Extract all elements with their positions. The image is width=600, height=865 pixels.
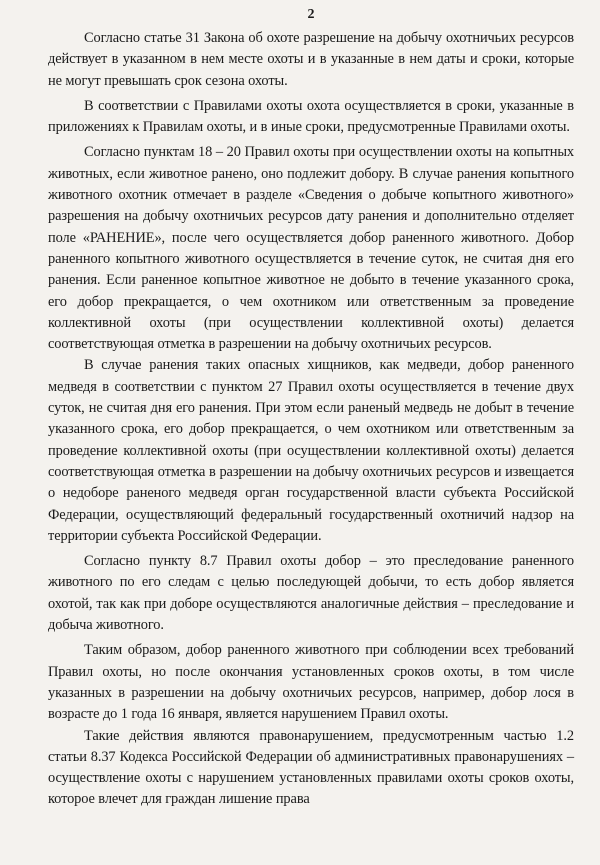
paragraph-offense: Такие действия являются правонарушением, предусмотренным частью 1.2 статьи 8.37 Кодекса Российской Федерации об административных правонарушениях – осуществление охоты с нарушением установленных правилами охоты сроков охоты, которое влечет для граждан лишение права <box>48 727 574 808</box>
paragraph-bear-tracking: В случае ранения таких опасных хищников, как медведи, добор раненного медведя в соответствии с пунктом 27 Правил охоты осуществляется в течение двух суток, не считая дня его ранения. При этом если раненый медведь не добыт в течение указанного срока, его добор прекращается, о чем охотником или ответственным за проведение коллективной охоты (при осуществлении коллективной охоты) делается соответствующая отметка в разрешении на добычу охотничьих ресурсов и извещается о недоборе раненого медведя орган государственной власти субъекта Российской Федерации, осуществляющий федеральный государственный охотничий надзор на территории субъекта Российской Федерации. <box>48 357 574 544</box>
paragraph-tracking-definition: Согласно пункту 8.7 Правил охоты добор – это преследование раненного животного по его следам с целью последующей добычи, то есть добор является охотой, так как при доборе осуществляются аналогичные действия – преследование и добыча животного. <box>48 553 574 634</box>
paragraph-ungulate-tracking: Согласно пунктам 18 – 20 Правил охоты при осуществлении охоты на копытных животных, если животное ранено, оно подлежит добору. В случае ранения копытного животного охотник отмечает в разделе «Сведения о добыче копытного животного» разрешения на добычу охотничьих ресурсов дату ранения и дополнительно отделяет поле «РАНЕНИЕ», после чего осуществляется добор раненного животного. Добор раненного копытного животного осуществляется в течение суток, не считая дня его ранения. Если раненное копытное животное не добыто в течение указанного срока, его добор прекращается, о чем охотником или ответственным за проведение коллективной охоты (при осуществлении коллективной охоты) делается соответствующая отметка в разрешении на добычу охотничьих ресурсов. <box>48 144 574 353</box>
paragraph-article-31: Согласно статье 31 Закона об охоте разрешение на добычу охотничьих ресурсов действует в указанном в нем месте охоты и в указанные в нем даты и сроки, которые не могут превышать срок сезона охоты. <box>48 30 574 89</box>
paragraph-hunting-terms: В соответствии с Правилами охоты охота осуществляется в сроки, указанные в приложениях к Правилам охоты, и в иные сроки, предусмотренные Правилами охоты. <box>48 97 574 136</box>
page-number: 2 <box>307 7 315 22</box>
paragraph-conclusion: Таким образом, добор раненного животного при соблюдении всех требований Правил охоты, но после окончания установленных сроков охоты, в том числе указанных в разрешении на добычу охотничьих ресурсов, например, добор лося в возрасте до 1 года 16 января, является нарушением Правил охоты. <box>48 642 574 723</box>
